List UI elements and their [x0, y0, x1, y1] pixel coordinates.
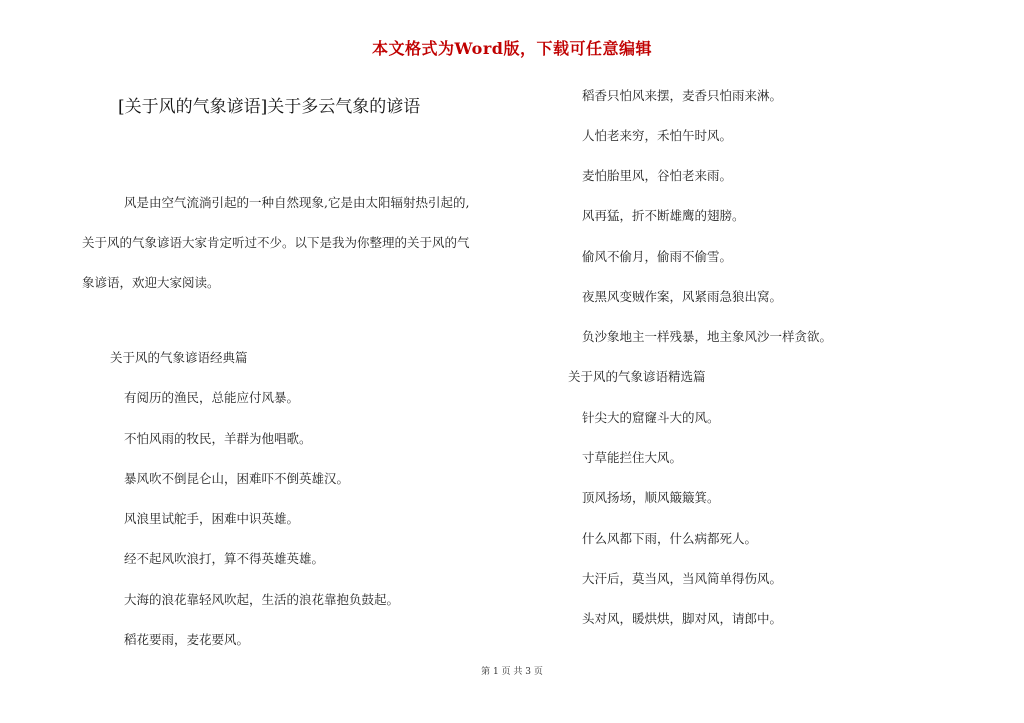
intro-line: 象谚语，欢迎大家阅读。	[82, 275, 220, 290]
edit-notice-banner: 本文格式为Word版，下载可任意编辑	[372, 39, 652, 58]
proverb-item: 有阅历的渔民，总能应付风暴。	[124, 390, 300, 405]
section-heading: 关于风的气象谚语经典篇	[110, 350, 248, 365]
proverb-item: 稻花要雨，麦花要风。	[124, 632, 250, 647]
proverb-item: 负沙象地主一样残暴，地主象风沙一样贪欲。	[582, 329, 833, 344]
proverb-item: 寸草能拦住大风。	[582, 450, 683, 465]
section-heading: 关于风的气象谚语精选篇	[568, 369, 706, 384]
proverb-item: 针尖大的窟窿斗大的风。	[582, 410, 720, 425]
proverb-item: 不怕风雨的牧民，羊群为他唱歌。	[124, 431, 312, 446]
proverb-item: 暴风吹不倒昆仑山，困难吓不倒英雄汉。	[124, 471, 350, 486]
intro-line: 风是由空气流淌引起的一种自然现象,它是由太阳辐射热引起的,	[124, 195, 470, 210]
intro-line: 关于风的气象谚语大家肯定听过不少。以下是我为你整理的关于风的气	[82, 235, 470, 250]
proverb-item: 风浪里试舵手，困难中识英雄。	[124, 511, 300, 526]
intro-paragraph	[82, 183, 502, 303]
proverb-item: 偷风不偷月，偷雨不偷雪。	[582, 249, 733, 264]
proverb-item: 稻香只怕风来摆，麦香只怕雨来淋。	[582, 88, 783, 103]
proverb-item: 大汗后，莫当风，当风简单得伤风。	[582, 571, 783, 586]
proverb-item: 头对风，暖烘烘，脚对风，请郎中。	[582, 611, 783, 626]
proverb-item: 风再猛，折不断雄鹰的翅膀。	[582, 208, 745, 223]
proverb-item: 大海的浪花靠轻风吹起，生活的浪花靠抱负鼓起。	[124, 592, 400, 607]
page-title: [关于风的气象谚语]关于多云气象的谚语	[118, 97, 421, 117]
proverb-item: 顶风扬场，顺风簸簸箕。	[582, 490, 720, 505]
proverb-item: 麦怕胎里风，谷怕老来雨。	[582, 168, 733, 183]
proverb-item: 人怕老来穷，禾怕午时风。	[582, 128, 733, 143]
page-number-footer: 第 1 页 共 3 页	[481, 667, 543, 677]
proverb-item: 什么风都下雨，什么病都死人。	[582, 531, 758, 546]
proverb-item: 夜黑风变贼作案，风紧雨急狼出窝。	[582, 289, 783, 304]
proverb-item: 经不起风吹浪打，算不得英雄英雄。	[124, 551, 325, 566]
